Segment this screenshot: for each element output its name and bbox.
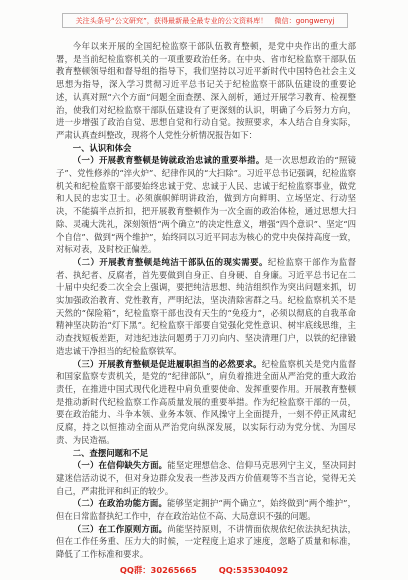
section-item-lead: （三）开展教育整顿是促进履职担当的必然要求。 [72,358,262,369]
promo-banner [62,13,348,28]
footer-qq-group: QQ群：30265665 [119,565,197,575]
section-item-body: 纪检监察干部作为监督者、执纪者、反腐者，首先要做到自身正、自身硬、自身廉。习近平总书记在二十届中央纪委二次全会上强调，要把纯洁思想、纯洁组织作为突出问题来抓，切实加强政治教育、党性教育，严明纪法，坚决清除害群之马。纪检监察机关不是天然的“保险箱”，纪检监察干部也没有天生的“免疫力”，必须以彻底的自我革命精神坚决防治“灯下黑”。纪检监察干部要自觉强化党性意识、树牢底线思维，主动查找短板差距，对违纪违法问题勇于刀刃向内、坚决清理门户，以铁的纪律锻造忠诚干净担当的纪检监察铁军。 [56,256,357,356]
intro-paragraph: 今年以来开展的全国纪检监察干部队伍教育整顿，是党中央作出的重大部署，是当前纪检监察机关的一项重要政治任务。在中央、省市纪检监察干部队伍教育整顿领导组和督导组的指导下，我们坚持以习近平新时代中国特色社会主义思想为指导，深入学习贯彻习近平总书记关于纪检监察干部队伍建设的重要论述，认真对照“六个方面”问题全面查摆、深入剖析，通过开展学习教育、检视整治，使我们对纪检监察干部队伍建设有了更深刻的认识，明确了今后努力方向，进一步增强了政治自觉、思想自觉和行动自觉。按照要求，本人结合自身实际，严肃认真查纠整改，现将个人党性分析情况报告如下： [56,41,356,140]
footer-contact [0,565,408,576]
section-item-body: 能够坚定拥护“两个确立”，始终做到“两个维护”，但在日常监督执纪工作中，存在政治站位不高、大局意识不强的问题。 [56,498,357,522]
section-heading-problems: 二、查摆问题和不足 [72,447,149,458]
section-item [56,154,356,256]
document-body [56,40,356,561]
section-item-lead: （二）开展教育整顿是纯洁干部队伍的现实需要。 [72,256,268,267]
section-heading-understanding: 一、认识和体会 [72,142,132,153]
section-item-lead: （一）开展教育整顿是铸就政治忠诚的重要举措。 [72,155,265,166]
section-item [56,459,356,497]
section-item [56,523,356,561]
section-item [56,256,356,358]
section-item [56,497,356,522]
footer-qq: QQ:535304092 [218,565,289,575]
section-item-body: 能坚定理想信念、信仰马克思列宁主义，坚决同封建迷信活动说不，但对身边群众发表一些涉及西方价值观等不当言论，觉得无关自己，严肃批评和纠正的较少。 [56,460,357,496]
section-item-body: 纪检监察机关是党内监督和国家监察专责机关，是党的“纪律部队”，肩负着推进全面从严治党的重大政治责任，在推进中国式现代化进程中肩负重要使命、发挥重要作用。开展教育整顿是推动新时代纪检监察工作高质量发展的重要举措。作为纪检监察干部的一员，要在政治能力、斗争本领、业务本领、作风操守上全面提升，一刻不停正风肃纪反腐，持之以恒推动全面从严治党向纵深发展，以实际行动为党分忧、为国尽责、为民造福。 [56,358,357,445]
section-item-lead: （三）在工作原则方面。 [72,523,168,534]
section-item-body: 尚能坚持原则，不讲情面依规依纪依法执纪执法，但在工作任务重、压力大的时候，一定程度上追求了速度，忽略了质量和标准，降低了工作标准和要求。 [56,523,357,560]
section-item [56,358,356,447]
promo-banner-text: 关注头条号“公文研究”，获得最新最全最专业的公文资料库！ 微信：gongwenyj [75,16,335,25]
section-item-lead: （二）在政治功能方面。 [72,498,168,509]
section-item-lead: （一）在信仰缺失方面。 [72,460,168,471]
section-item-body: 是一次思想政治的“照镜子”、党性修养的“淬火炉”、纪律作风的“大扫除”。习近平总书记强调，纪检监察机关和纪检监察干部要始终忠诚于党、忠诚于人民、忠诚于纪检监察事业，做党和人民的忠实卫士。必须旗帜鲜明讲政治，做到方向鲜明、立场坚定、行动坚决，不能搞半点折扣，把开展教育整顿作为一次全面的政治体检，通过思想大扫除、灵魂大洗礼，深刻领悟“两个确立”的决定性意义，增强“四个意识”、坚定“四个自信”、做到“两个维护”，始终同以习近平同志为核心的党中央保持高度一致，对标对表，及时校正偏差。 [56,155,357,255]
